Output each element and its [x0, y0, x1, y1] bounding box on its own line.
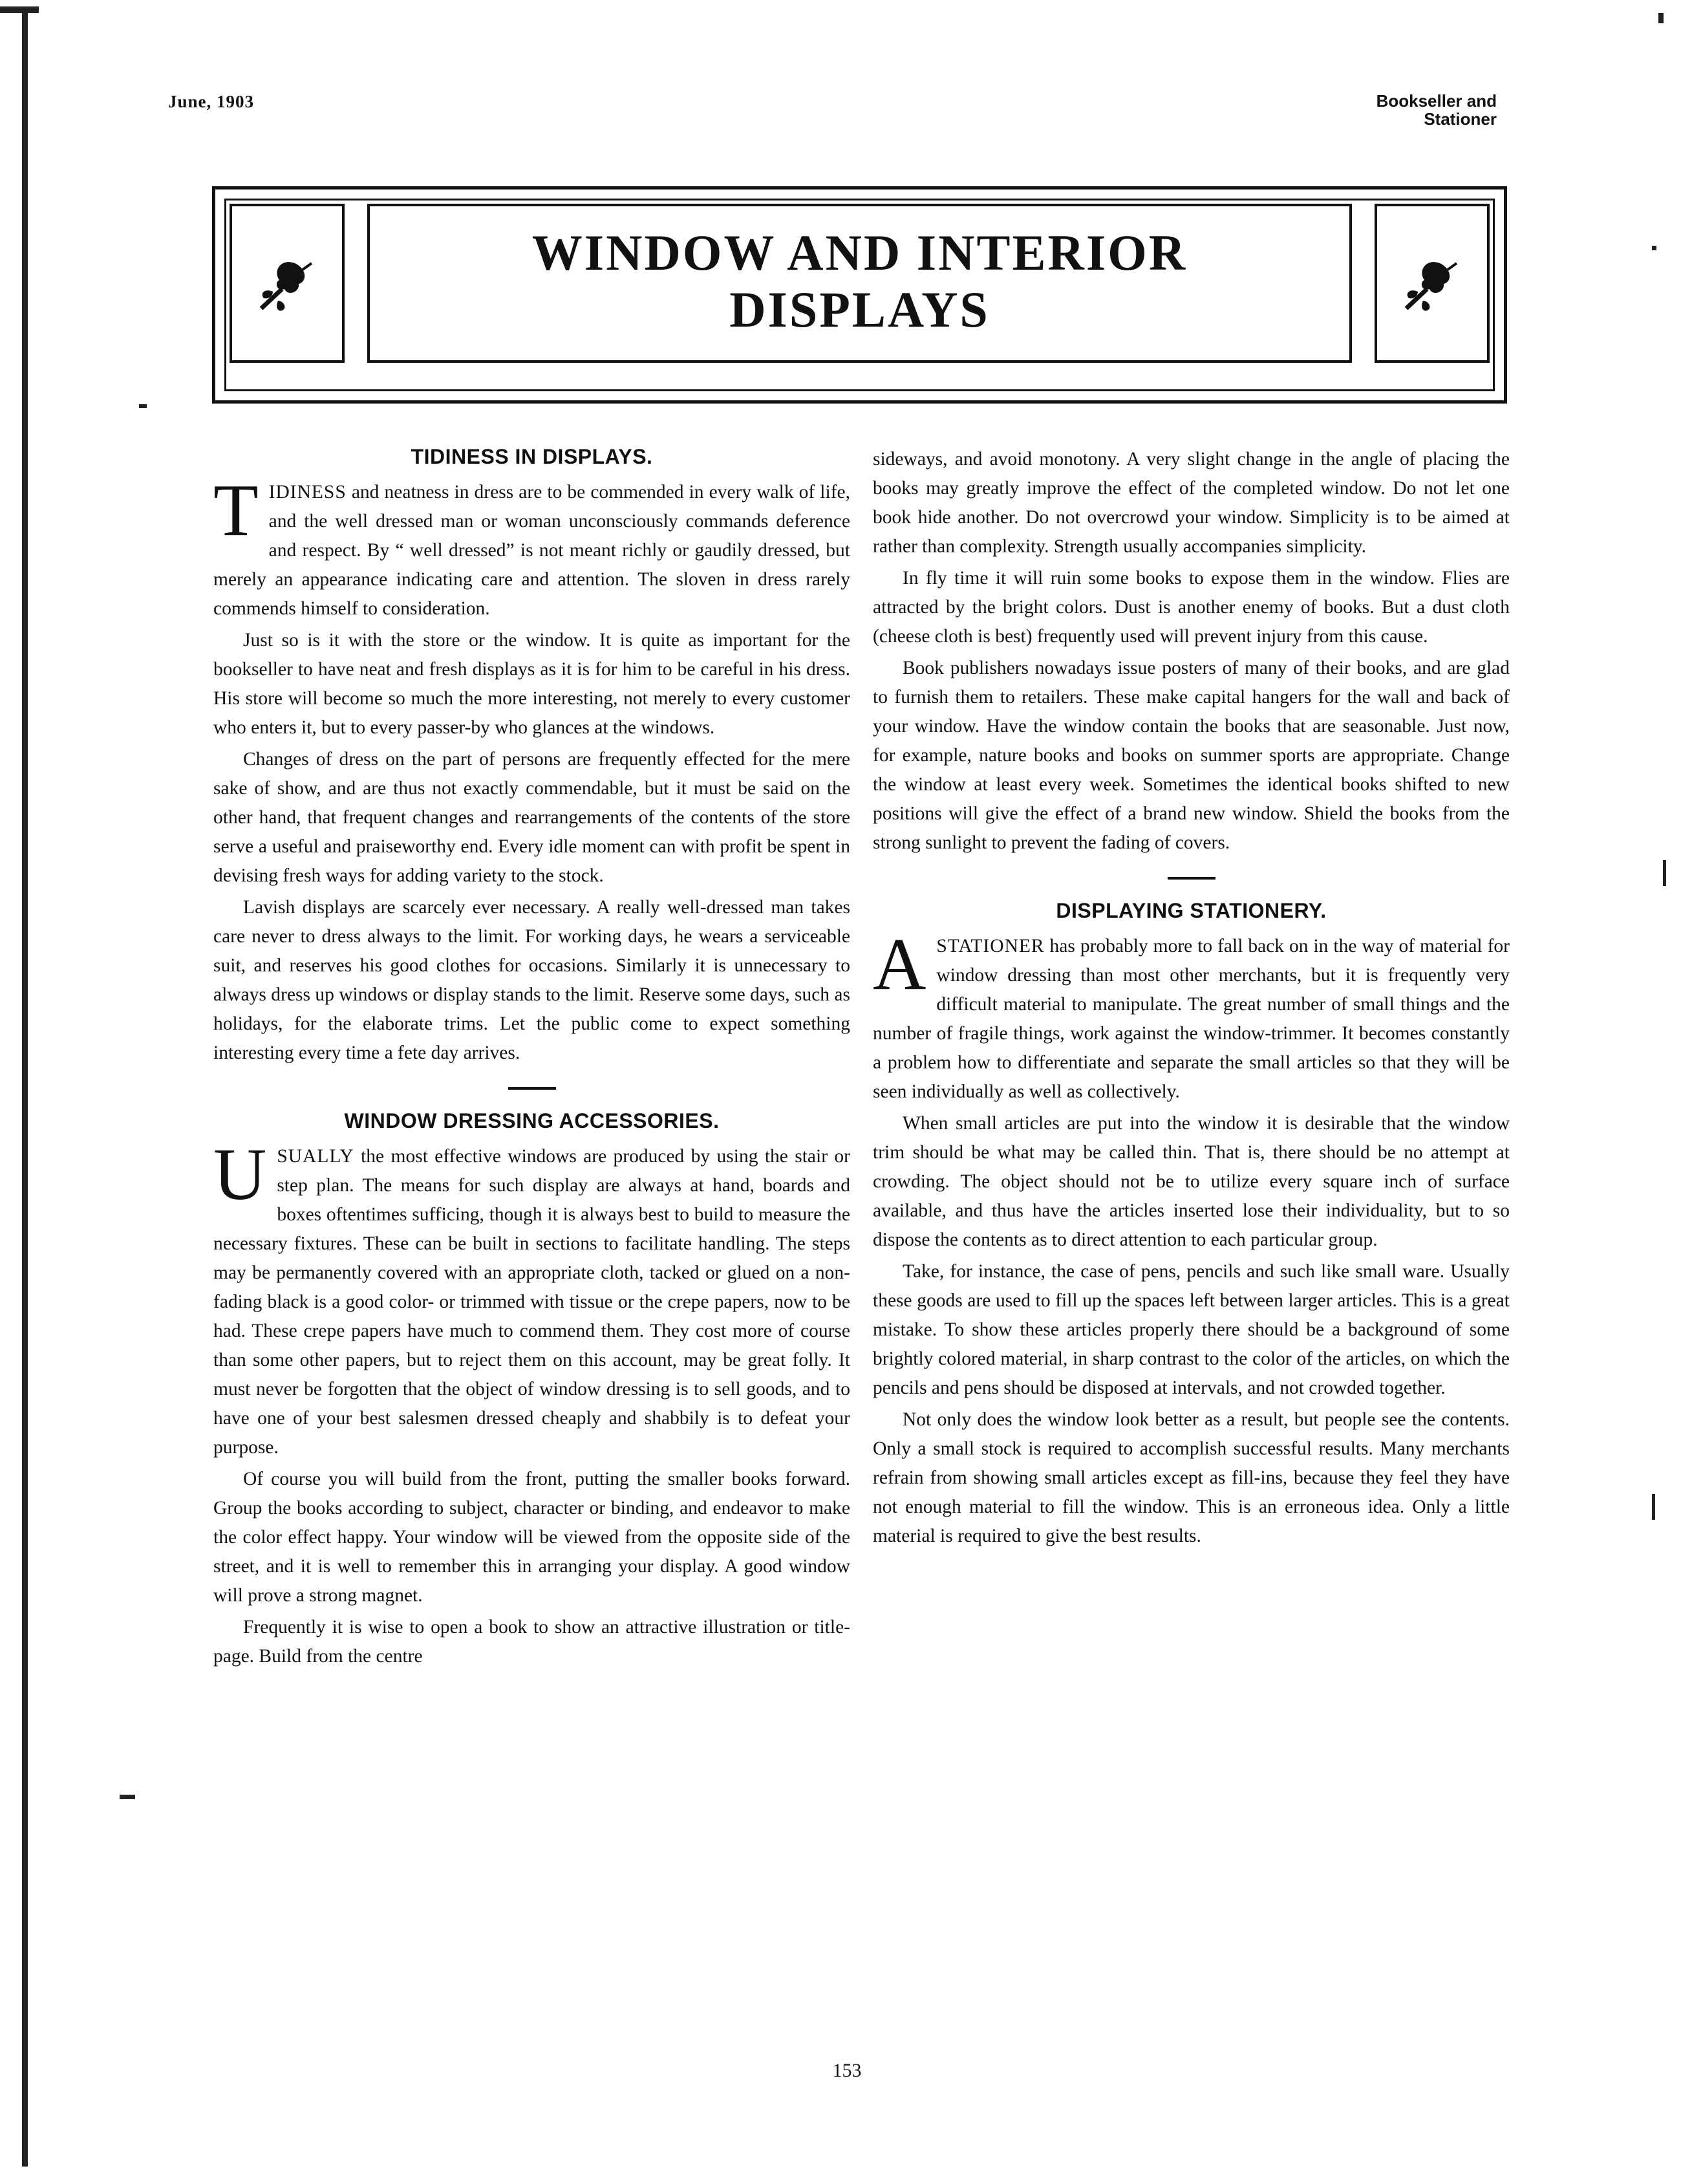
accessories-paragraph-3: Frequently it is wise to open a book to show an attractive illustration or title-page. Build from the centre: [213, 1617, 850, 1667]
tidiness-paragraph-2: Just so is it with the store or the window. It is quite as important for the bookseller to have neat and fresh displays as it is for him to be careful in his dress. His store will become so much the more interesting, not merely to every customer who enters it, but to every passer-by who glances at the windows.: [213, 630, 850, 738]
accessories-paragraph-1: [213, 1133, 850, 1462]
drop-cap: U: [213, 1133, 267, 1215]
stationery-paragraph-3: Take, for instance, the case of pens, pencils and such like small ware. Usually these goods are used to fill up the spaces left between larger articles. This is a great mistake. To show these articles properly there should be a background of some brightly colored material, in sharp contrast to the color of the articles, on which the pencils and pens should be disposed at intervals, and not crowded together.: [873, 1261, 1510, 1398]
scan-speck: [120, 1795, 135, 1799]
column-left: [213, 445, 850, 2010]
banner-ornament-left: [230, 204, 345, 363]
banner-title-box: [367, 204, 1352, 363]
page-number: 153: [832, 2060, 862, 2081]
accessories-paragraph-3-continued: sideways, and avoid monotony. A very slight change in the angle of placing the books may greatly improve the effect of the completed window. Do not let one book hide another. Do not overcrowd your window. Simplicity is to be aimed at rather than complexity. Strength usually accompanies simplicity.: [873, 449, 1510, 557]
accessories-paragraph-2: Of course you will build from the front, putting the smaller books forward. Group the books according to subject, character or binding, and endeavor to make the color effect happy. Your window will be viewed from the opposite side of the street, and it is well to remember this in arranging your display. A good window will prove a strong magnet.: [213, 1469, 850, 1606]
column-right: [873, 445, 1510, 2010]
binding-edge-top: [0, 6, 39, 13]
rose-ornament-icon: [1400, 252, 1464, 316]
scan-speck: [1652, 1494, 1655, 1520]
drop-cap: A: [873, 923, 926, 1005]
tidiness-paragraph-4: Lavish displays are scarcely ever necessary. A really well-dressed man takes care never to dress always to the limit. For working days, he wears a serviceable suit, and reserves his good clothes for occasions. Similarly it is unnecessary to always dress up windows or display stands to the limit. Reserve some days, such as holidays, for the elaborate trims. Let the public come to expect something interesting every time a fete day arrives.: [213, 897, 850, 1063]
drop-cap: T: [213, 469, 259, 551]
lead-in: IDINESS: [268, 482, 347, 503]
lead-in: STATIONER: [936, 936, 1045, 957]
running-head-journal-line1: Bookseller and: [1376, 91, 1497, 111]
section-divider: [508, 1087, 556, 1090]
section-heading-accessories: WINDOW DRESSING ACCESSORIES.: [344, 1109, 720, 1132]
tidiness-paragraph-3: Changes of dress on the part of persons are frequently effected for the mere sake of show, and are thus not exactly commendable, but it must be said on the other hand, that frequent changes and rearrangements of the contents of the store serve a useful and praiseworthy end. Every idle moment can with profit be spent in devising fresh ways for adding variety to the stock.: [213, 749, 850, 886]
section-divider: [1168, 877, 1215, 880]
paragraph-text: and neatness in dress are to be commended in every walk of life, and the well dressed man or woman unconsciously commands deference and respect. By “ well dressed” is not meant richly or gaudily dressed, but merely an appearance indicating care and attention. The sloven in dress rarely commends himself to consideration.: [213, 482, 850, 619]
running-head-date: June, 1903: [168, 92, 255, 111]
stationery-paragraph-4: Not only does the window look better as a result, but people see the contents. Only a small stock is required to accomplish successful results. Many merchants refrain from showing small articles except as fill-ins, because they feel they have not enough material to fill the window. This is an erroneous idea. Only a little material is required to give the best results.: [873, 1409, 1510, 1546]
scan-speck: [139, 404, 147, 408]
tidiness-paragraph-1: [213, 469, 850, 623]
scan-speck: [1652, 246, 1656, 250]
stationery-paragraph-2: When small articles are put into the window it is desirable that the window trim should be what may be called thin. That is, there should be no attempt at crowding. The object should not be to utilize every square inch of surface available, and thus have the articles inserted lose their individuality, but to so dispose the contents as to direct attention to each particular group.: [873, 1113, 1510, 1250]
banner-ornament-right: [1375, 204, 1490, 363]
running-head-journal-line2: Stationer: [1424, 109, 1497, 129]
paragraph-text: the most effective windows are produced by using the stair or step plan. The means for such display are always at hand, boards and boxes oftentimes sufficing, though it is always best to build to measure the necessary fixtures. These can be built in sections to facilitate handling. The steps may be permanently covered with an appropriate cloth, tacked or glued on a non-fading black is a good color- or trimmed with tissue or the crepe papers, now to be had. These crepe papers have much to commend them. They cost more of course than some other papers, but to reject them on this account, may be great folly. It must never be forgotten that the object of window dressing is to sell goods, and to have one of your best salesmen dressed cheaply and shabbily is to defeat your purpose.: [213, 1146, 850, 1458]
scan-speck: [1658, 13, 1664, 23]
banner-title-line2: DISPLAYS: [729, 281, 990, 338]
scan-speck: [1663, 860, 1666, 886]
section-heading-tidiness: TIDINESS IN DISPLAYS.: [411, 445, 653, 468]
section-banner: [212, 186, 1507, 404]
accessories-paragraph-5: Book publishers nowadays issue posters of many of their books, and are glad to furnish them to retailers. These make capital hangers for the wall and back of your window. Have the window contain the books that are seasonable. Just now, for example, nature books and books on summer sports are appropriate. Change the window at least every week. Sometimes the identical books shifted to new positions will give the effect of a brand new window. Shield the books from the strong sunlight to prevent the fading of covers.: [873, 658, 1510, 853]
banner-title-line1: WINDOW AND INTERIOR: [531, 224, 1188, 281]
binding-edge-rule: [22, 6, 28, 2167]
running-head-journal: [1277, 92, 1497, 128]
section-heading-stationery: DISPLAYING STATIONERY.: [1056, 899, 1327, 922]
stationery-paragraph-1: [873, 923, 1510, 1107]
lead-in: SUALLY: [277, 1146, 354, 1167]
accessories-paragraph-4: In fly time it will ruin some books to expose them in the window. Flies are attracted by the bright colors. Dust is another enemy of books. But a dust cloth (cheese cloth is best) frequently used will prevent injury from this cause.: [873, 568, 1510, 647]
paragraph-text: has probably more to fall back on in the way of material for window dressing than most other merchants, but it is frequently very difficult material to manipulate. The great number of small things and the number of fragile things, work against the window-trimmer. It becomes constantly a problem how to differentiate and separate the small articles so that they will be seen individually as well as collectively.: [873, 936, 1510, 1102]
rose-ornament-icon: [255, 252, 319, 316]
